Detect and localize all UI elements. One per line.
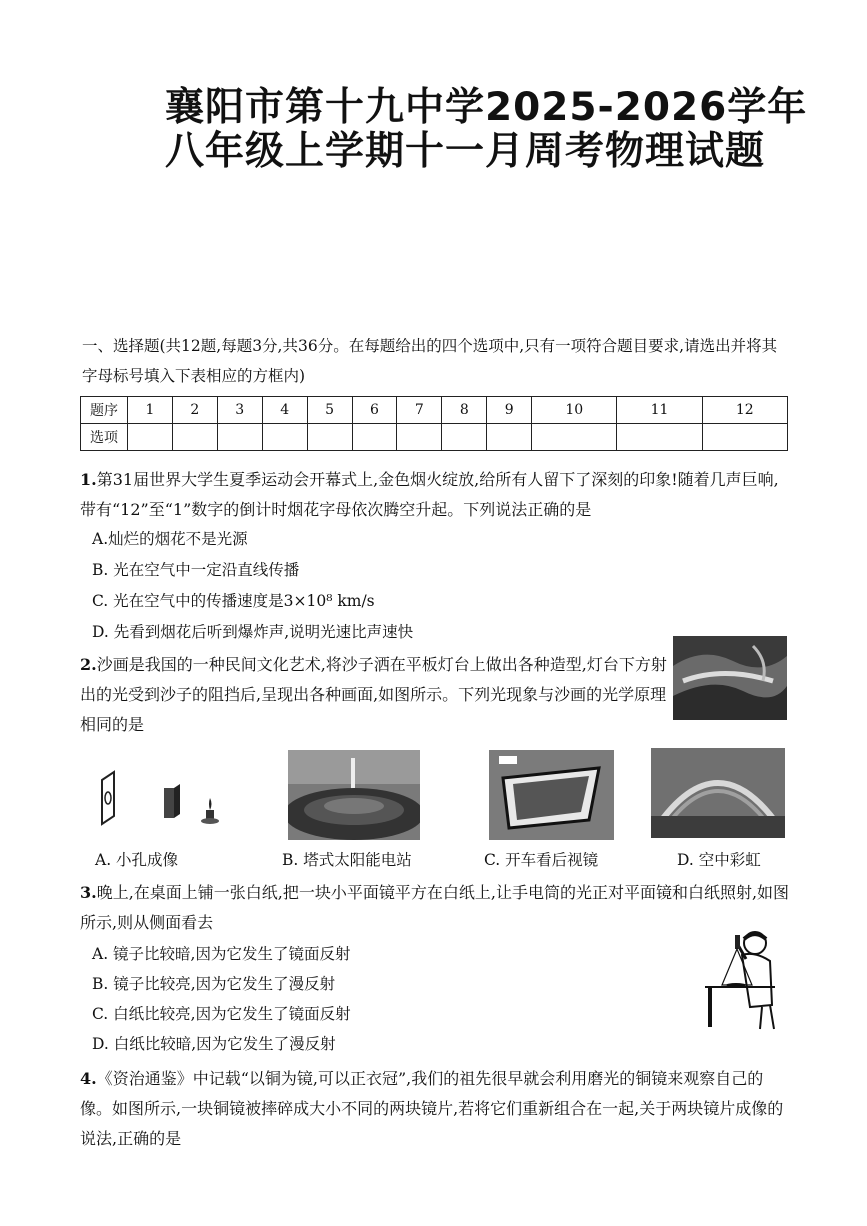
- q1-option-d: D. 先看到烟花后听到爆炸声,说明光速比声速快: [92, 623, 414, 641]
- flashlight-mirror-figure: [700, 925, 790, 1030]
- answer-box[interactable]: [397, 424, 442, 451]
- question-number-cell: 1: [128, 397, 173, 424]
- answer-box[interactable]: [217, 424, 262, 451]
- table-header-option: 选项: [81, 424, 128, 451]
- q2-caption-b: B. 塔式太阳能电站: [282, 851, 412, 869]
- table-header-number: 题序: [81, 397, 128, 424]
- q2-caption-d: D. 空中彩虹: [677, 851, 761, 869]
- question-3: [80, 878, 792, 938]
- answer-table-number-row: [81, 397, 788, 424]
- question-number: 4.: [80, 1069, 97, 1088]
- question-number-cell: 8: [442, 397, 487, 424]
- q1-option-a: A.灿烂的烟花不是光源: [92, 530, 248, 548]
- pinhole-imaging-figure: [92, 758, 232, 838]
- answer-box[interactable]: [172, 424, 217, 451]
- question-1: [80, 465, 792, 525]
- rearview-mirror-image: [489, 750, 614, 840]
- question-number-cell: 3: [217, 397, 262, 424]
- q3-option-c: C. 白纸比较亮,因为它发生了镜面反射: [92, 1005, 351, 1023]
- q3-option-a: A. 镜子比较暗,因为它发生了镜面反射: [92, 945, 351, 963]
- question-number-cell: 2: [172, 397, 217, 424]
- question-number: 2.: [80, 655, 97, 674]
- q3-option-d: D. 白纸比较暗,因为它发生了漫反射: [92, 1035, 336, 1053]
- answer-box[interactable]: [442, 424, 487, 451]
- answer-table-option-row: [81, 424, 788, 451]
- exam-title-line2: 八年级上学期十一月周考物理试题: [165, 129, 766, 174]
- question-number-cell: 5: [307, 397, 352, 424]
- q2-caption-a: A. 小孔成像: [95, 851, 179, 869]
- q3-option-b: B. 镜子比较亮,因为它发生了漫反射: [92, 975, 336, 993]
- q1-option-c: C. 光在空气中的传播速度是3×10⁸ km/s: [92, 592, 375, 610]
- question-text: 沙画是我国的一种民间文化艺术,将沙子洒在平板灯台上做出各种造型,灯台下方射出的光受到沙子的阻挡后,呈现出各种画面,如图所示。下列光现象与沙画的光学原理相同的是: [80, 655, 667, 734]
- question-number: 3.: [80, 883, 97, 902]
- question-4: [80, 1064, 792, 1154]
- question-number-cell: 4: [262, 397, 307, 424]
- answer-box[interactable]: [307, 424, 352, 451]
- answer-box[interactable]: [487, 424, 532, 451]
- rainbow-image: [651, 748, 785, 838]
- question-2: [80, 650, 668, 740]
- question-text: 晚上,在桌面上铺一张白纸,把一块小平面镜平方在白纸上,让手电筒的光正对平面镜和白纸照射,如图所示,则从侧面看去: [80, 883, 790, 932]
- sand-painting-image: [673, 636, 787, 720]
- question-number-cell: 7: [397, 397, 442, 424]
- exam-title-line1: 襄阳市第十九中学2025-2026学年: [165, 85, 808, 130]
- question-text: 第31届世界大学生夏季运动会开幕式上,金色烟火绽放,给所有人留下了深刻的印象!随着几声巨响,带有“12”至“1”数字的倒计时烟花字母依次腾空升起。下列说法正确的是: [80, 470, 779, 519]
- question-number-cell: 11: [617, 397, 702, 424]
- question-number-cell: 9: [487, 397, 532, 424]
- answer-box[interactable]: [352, 424, 397, 451]
- question-number: 1.: [80, 470, 97, 489]
- q2-caption-c: C. 开车看后视镜: [484, 851, 599, 869]
- solar-tower-image: [288, 750, 420, 840]
- answer-table: [80, 396, 788, 451]
- question-number-cell: 12: [702, 397, 787, 424]
- question-number-cell: 6: [352, 397, 397, 424]
- answer-box[interactable]: [262, 424, 307, 451]
- answer-box[interactable]: [128, 424, 173, 451]
- section-instructions: 一、选择题(共12题,每题3分,共36分。在每题给出的四个选项中,只有一项符合题目要求,请选出并将其字母标号填入下表相应的方框内): [82, 337, 778, 385]
- answer-box[interactable]: [617, 424, 702, 451]
- q1-option-b: B. 光在空气中一定沿直线传播: [92, 561, 300, 579]
- question-text: 《资治通鉴》中记载“以铜为镜,可以正衣冠”,我们的祖先很早就会利用磨光的铜镜来观察自己的像。如图所示,一块铜镜被摔碎成大小不同的两块镜片,若将它们重新组合在一起,关于两块镜片成像的说法,正确的是: [80, 1069, 784, 1148]
- answer-box[interactable]: [532, 424, 617, 451]
- answer-box[interactable]: [702, 424, 787, 451]
- question-number-cell: 10: [532, 397, 617, 424]
